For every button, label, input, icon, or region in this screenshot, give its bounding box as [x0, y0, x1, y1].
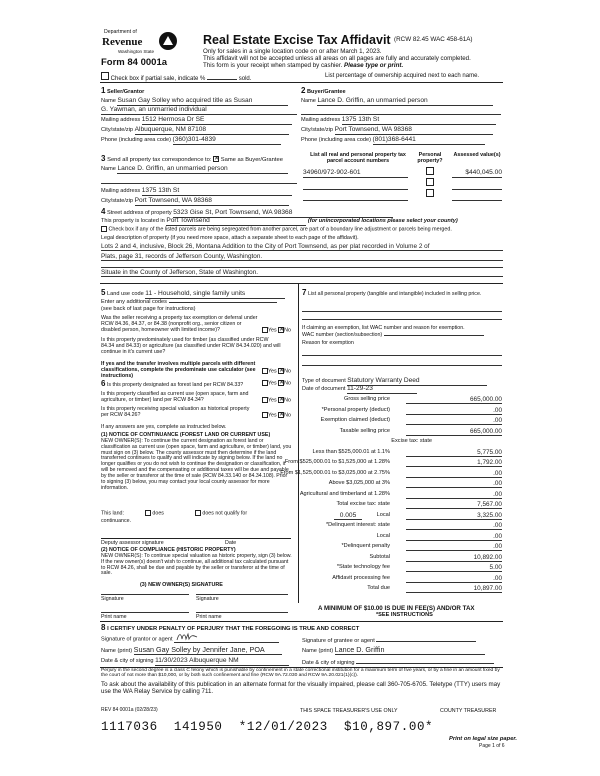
tax-row-label: From $1,525,000.01 to $3,025,000 at 2.75%: [280, 469, 390, 476]
sec3-city-label: City/state/zip: [101, 198, 134, 204]
this-land-label: This land:: [101, 510, 124, 517]
tax-row-label: Taxable selling price: [339, 427, 390, 434]
sec6-q3-no[interactable]: [278, 412, 284, 418]
tax-row: [300, 407, 502, 416]
owner-print-name-2[interactable]: Print name: [196, 612, 288, 620]
tax-row-label: *State technology fee: [336, 564, 390, 570]
grantor-date-label: Date & city of signing: [101, 658, 154, 664]
assessed-heading: Assessed value(s): [453, 152, 501, 158]
doc-type-label: Type of document: [302, 378, 346, 384]
tax-row: [300, 585, 502, 594]
partial-sold-label: sold.: [238, 76, 252, 82]
seller-mailing[interactable]: 1512 Hermosa Dr SE: [142, 116, 292, 125]
doc-type[interactable]: Statutory Warranty Deed: [347, 377, 487, 386]
alt-format-notice: To ask about the availability of this publication in an alternate format for the visually impaired, please call 360-705-6705. Teletype (TTY) users may use the WA Relay Service by calling 711.: [101, 681, 501, 695]
tax-row-value[interactable]: .00: [406, 470, 502, 478]
grantee-date-city[interactable]: [356, 657, 494, 664]
assessed-value-3[interactable]: [452, 195, 502, 201]
buyer-heading: Buyer/Grantee: [307, 89, 346, 95]
rev-number: REV 84 0001a (02/28/23): [101, 707, 158, 713]
sec6-q3-no-label: No: [284, 412, 291, 419]
buyer-phone[interactable]: (801)368-6441: [373, 136, 485, 145]
partial-sale-label: Check box if partial sale, indicate %: [110, 76, 206, 82]
tax-row-value[interactable]: 5.00: [406, 564, 502, 572]
notice1-title: (1) NOTICE OF CONTINUANCE (FOREST LAND OR CURRENT USE): [101, 432, 271, 438]
page-number: Page 1 of 6: [479, 743, 505, 749]
tax-row-value[interactable]: .00: [406, 480, 502, 488]
sec6-q3-yes[interactable]: [262, 412, 268, 418]
tax-row-label: Local: [376, 511, 390, 518]
tax-computation-table: [280, 396, 502, 610]
seller-name-line2[interactable]: G. Yawman, an unmarried individual: [101, 106, 297, 115]
sec5-q1: Was the seller receiving a property tax exemption or deferral under RCW 84.36, 84.37, or 84.38 (nonprofit org., senior citizen or disabled person, homeowner with limited income)?: [101, 315, 258, 334]
tax-row-value[interactable]: 10,897.00: [406, 585, 502, 593]
reason-label: Reason for exemption: [302, 340, 354, 346]
sec6-q2-no-label: No: [284, 397, 291, 404]
tax-row: [300, 512, 502, 521]
wac-field[interactable]: [384, 335, 484, 336]
tax-row: [300, 480, 502, 489]
tax-row: [300, 533, 502, 542]
grantor-name[interactable]: Susan Gay Solley by Jennifer Jane, POA: [134, 646, 282, 655]
sec6-q2-yes-label: Yes: [268, 397, 277, 404]
tax-row-label: Gross selling price: [343, 396, 390, 402]
doc-date-label: Date of document: [302, 386, 346, 392]
does-checkbox[interactable]: [145, 510, 151, 516]
tax-row-value[interactable]: 1,792.00: [406, 459, 502, 467]
tax-row-label: Less than $525,000.01 at 1.1%: [312, 448, 390, 455]
grantee-signature-field[interactable]: [376, 635, 476, 642]
deputy-date-label: Date: [225, 540, 237, 546]
tax-row: [300, 438, 502, 447]
dept-line3: Washington State: [118, 49, 155, 54]
sec6-q2: Is this property classified as current use (open space, farm and agriculture, or timber) land per RCW 84.34?: [101, 391, 249, 404]
located-note: (for unincorporated locations please select your county): [307, 218, 458, 224]
parcel-heading: List all real and personal property tax parcel account numbers: [310, 152, 406, 165]
tax-row-label: Subtotal: [369, 553, 390, 560]
grantor-sig-label: Signature of grantor or agent: [101, 636, 173, 643]
tax-row: [284, 459, 502, 468]
tax-row-label: Total excise tax: state: [336, 501, 390, 507]
legal-desc-line2[interactable]: Plats, page 31, records of Jefferson County, Washington.: [101, 253, 503, 261]
tax-row-label: Exemption claimed (deduct): [320, 417, 390, 423]
see-instructions-note: *SEE INSTRUCTIONS: [376, 612, 433, 618]
property-address[interactable]: 5323 Gise St, Port Townsend, WA 98368: [173, 209, 393, 218]
assessed-value[interactable]: $440,045.00: [452, 169, 502, 178]
seller-name-label: Name: [101, 98, 116, 104]
sec5-q1-yes[interactable]: [262, 327, 268, 333]
sec5-q1-yes-label: Yes: [268, 327, 277, 334]
grantee-name-label: Name (print): [302, 648, 334, 654]
sec5-q2-no-label: No: [284, 368, 291, 375]
treasurer-stamp: 1117036 141950 *12/01/2023 $10,897.00*: [101, 720, 434, 734]
sec3-name-label: Name: [101, 166, 116, 172]
buyer-mailing[interactable]: 1375 13th St: [342, 116, 496, 125]
same-as-buyer-checkbox[interactable]: [213, 156, 219, 162]
buyer-mailing-label: Mailing address: [301, 117, 341, 123]
perjury-notice: Perjury in the second degree is a class C felony which is punishable by confinement in a state correctional institution for a maximum term of five years, or by a fine in an amount fixed by the court of not more than $10,000, or by both such confinement and fine (RCW 9A.72.030 and RCW 9A.20.021(1)(c)).: [101, 668, 500, 679]
sec5-q1-no[interactable]: [278, 327, 284, 333]
grantee-name[interactable]: Lance D. Griffin: [335, 646, 485, 655]
seller-heading: Seller/Grantor: [107, 89, 145, 95]
county-treasurer-label: COUNTY TREASURER: [440, 708, 497, 714]
deputy-sig-label: Deputy assessor signature: [101, 540, 164, 546]
sec6-q1-no-label: No: [284, 380, 291, 387]
percent-list-label: List percentage of ownership acquired next to each name.: [325, 73, 480, 79]
tax-row: [280, 469, 502, 479]
parcel-number-2[interactable]: [303, 184, 408, 190]
buyer-name[interactable]: Lance D. Griffin, an unmarried person: [317, 97, 493, 106]
tax-row: [300, 417, 502, 426]
additional-codes-label: Enter any additional codes: [101, 299, 167, 305]
legal-desc-line3[interactable]: Situate in the County of Jefferson, State of Washington.: [101, 269, 503, 277]
sec6-q3: Is this property receiving special valuation as historical property per RCW 84.26?: [101, 406, 250, 419]
notice-line3b: Please type or print.: [344, 62, 404, 69]
personal-property-line2[interactable]: [302, 314, 502, 320]
located-label: This property is located in: [101, 218, 165, 224]
certify-heading: I CERTIFY UNDER PENALTY OF PERJURY THAT THE FOREGOING IS TRUE AND CORRECT: [107, 626, 360, 632]
new-owner-sig-heading: (3) NEW OWNER(S) SIGNATURE: [140, 582, 223, 588]
parcel-number-3[interactable]: [303, 195, 408, 201]
tax-row-label: Total due: [367, 585, 390, 591]
local-rate[interactable]: 0.005: [334, 512, 362, 521]
tax-row-value[interactable]: .00: [406, 522, 502, 530]
sec3-mailing[interactable]: 1375 13th St: [142, 187, 292, 196]
grantee-sig-label: Signature of grantee or agent: [302, 638, 375, 644]
sec3-name-line2[interactable]: [101, 178, 297, 184]
notice1-body: NEW OWNER(S): To continue the current designation as forest land or classification as current use (open space, farm and agriculture, or timber) land, you must sign on (3) below. The county assessor must then determine if the land transferred continues to qualify and will indicate by signing below. If the land no longer qualifies or you do not wish to continue the designation or classification, it will be removed and the compensating or additional taxes will be due and payable by the seller or transferor at the time of sale (RCW 84.33.140 or 84.34.108). Prior to signing (3) below, you may contact your local county assessor for more information.: [101, 438, 292, 491]
tax-row-value[interactable]: 7,567.00: [406, 501, 502, 509]
form-title: Real Estate Excise Tax Affidavit: [203, 33, 391, 47]
tax-row-label: *Delinquent penalty: [341, 543, 390, 549]
sec6-q3-yes-label: Yes: [268, 412, 277, 419]
partial-sale-checkbox[interactable]: [101, 72, 109, 80]
notice2-title: (2) NOTICE OF COMPLIANCE (HISTORIC PROPERTY): [101, 547, 236, 553]
sec6-q2-yes[interactable]: [262, 397, 268, 403]
land-use-code[interactable]: 11 - Household, single family units: [145, 290, 285, 299]
sec5-q2-yes[interactable]: [262, 368, 268, 374]
does-label: does: [152, 510, 164, 517]
tax-row-label: *Personal property (deduct): [321, 406, 390, 413]
tax-row-value[interactable]: 665,000.00: [406, 428, 502, 436]
form-number: Form 84 0001a: [101, 57, 168, 68]
legal-desc-label: Legal description of property (if you need more space, attach a separate sheet to each page of the affidavit).: [101, 235, 359, 241]
tax-row-label: Excise tax: state: [391, 438, 432, 444]
grantor-signature-scribble-icon: [176, 631, 198, 642]
tax-row-label: Above $3,025,000 at 3%: [328, 480, 390, 486]
sec7-label: List all personal property (tangible and intangible) included in selling price.: [307, 291, 482, 297]
tax-row-value[interactable]: 10,892.00: [406, 554, 502, 562]
grantor-name-label: Name (print): [101, 648, 133, 654]
owner-signature-2[interactable]: Signature: [196, 594, 288, 602]
does-not-label: does not qualify for: [202, 510, 248, 517]
tax-row-value[interactable]: .00: [406, 533, 502, 541]
sec5-q2: Is this property predominately used for timber (as classified under RCW 84.34 and 84.33) or agriculture (as classified under RCW 84.34.020) and will continue in it's current use?: [101, 337, 281, 356]
tax-row: [300, 491, 502, 500]
sec5-q2b: If yes and the transfer involves multiple parcels with different classifications, complete the predominate use calculator (see instructions): [101, 361, 256, 380]
owner-signature-1[interactable]: Signature: [101, 594, 189, 602]
sec6-if-yes: If any answers are yes, complete as instructed below.: [101, 424, 227, 430]
tax-row-label: Affidavit processing fee: [332, 574, 390, 581]
personal-property-line1[interactable]: [302, 306, 502, 312]
sec6-q1-yes-label: Yes: [268, 380, 277, 387]
notice-line3: This form is your receipt when stamped by cashier.: [203, 62, 343, 69]
see-back-note: (see back of last page for instructions): [101, 306, 196, 312]
located-select[interactable]: Port Townsend: [166, 217, 306, 226]
legal-paper-note: Print on legal size paper.: [449, 736, 517, 742]
continuance-label: continuance.: [101, 518, 132, 524]
tax-row-value[interactable]: 5,775.00: [406, 449, 502, 457]
dept-line2: Revenue: [102, 36, 143, 48]
tax-row: [300, 575, 502, 584]
rcw-ref: (RCW 82.45 WAC 458-61A): [394, 36, 473, 43]
grantee-date-label: Date & city of signing: [302, 660, 355, 666]
seller-phone[interactable]: (360)301-4839: [173, 136, 281, 145]
notice-line1: Only for sales in a single location code on or after March 1, 2023.: [203, 48, 382, 55]
tax-row: [300, 543, 502, 552]
legal-desc-line-blank[interactable]: [101, 262, 503, 268]
buyer-phone-label: Phone (including area code): [301, 137, 371, 143]
sec6-q1-no[interactable]: [278, 380, 284, 386]
reason-line1[interactable]: [302, 350, 502, 356]
tax-row-value[interactable]: 665,000.00: [406, 396, 502, 404]
sec3-city[interactable]: Port Townsend, WA 98368: [135, 197, 289, 206]
doc-date[interactable]: 11-29-23: [347, 385, 417, 394]
tax-row-label: Local: [376, 532, 390, 539]
tax-row-value[interactable]: .00: [406, 575, 502, 583]
exemption-label: If claiming an exemption, list WAC number and reason for exemption.: [302, 325, 465, 331]
tax-row: [300, 428, 502, 437]
tax-row: [300, 564, 502, 573]
land-use-label: Land use code: [107, 291, 144, 297]
personal-property-checkbox-2[interactable]: [426, 178, 434, 186]
segregated-checkbox[interactable]: [101, 226, 107, 232]
seller-name-line1[interactable]: Susan Gay Solley who acquired title as Susan: [117, 97, 288, 106]
seller-phone-label: Phone (including area code): [101, 137, 171, 143]
personal-heading: Personal property?: [417, 152, 443, 165]
tax-row: [300, 449, 502, 458]
sec3-name[interactable]: Lance D. Griffin, an unmarried person: [117, 165, 288, 174]
sec4-label: Street address of property: [107, 210, 172, 216]
sec5-q2-yes-label: Yes: [268, 368, 277, 375]
same-as-buyer-label: Same as Buyer/Grantee: [220, 157, 283, 163]
sec3-label: Send all property tax correspondence to:: [107, 157, 212, 163]
grantor-signature-field[interactable]: [174, 635, 279, 643]
partial-percent-field[interactable]: [207, 79, 237, 80]
seller-mailing-label: Mailing address: [101, 117, 141, 123]
personal-property-checkbox-1[interactable]: [426, 167, 434, 175]
grantor-date-city[interactable]: 11/30/2023 Albuquerque NM: [155, 657, 289, 666]
segregated-label: Check box if any of the listed parcels are being segregated from another parcel, are part of a boundary line adjustment or parcels being merged.: [108, 226, 452, 233]
buyer-city-label: City/state/zip: [301, 127, 334, 133]
treasurer-use-only: THIS SPACE TREASURER'S USE ONLY: [300, 708, 398, 714]
washington-seal-icon: [158, 31, 178, 51]
additional-codes-field[interactable]: [169, 302, 277, 303]
seller-city-label: City/state/zip: [101, 127, 134, 133]
tax-row: [300, 554, 502, 563]
sec5-q2-no[interactable]: [278, 368, 284, 374]
tax-row: [300, 501, 502, 510]
personal-property-checkbox-3[interactable]: [426, 189, 434, 197]
notice-line2: This affidavit will not be accepted unless all areas on all pages are fully and accurately completed.: [203, 55, 471, 62]
tax-row-value[interactable]: .00: [406, 543, 502, 551]
does-not-checkbox[interactable]: [195, 510, 201, 516]
buyer-name-label: Name: [301, 98, 316, 104]
tax-row-value[interactable]: .00: [406, 407, 502, 415]
dept-line1: Department of: [104, 29, 137, 35]
wac-label: WAC number (section/subsection): [302, 332, 383, 338]
sec3-mailing-label: Mailing address: [101, 188, 141, 194]
parcel-number[interactable]: 34960/972-902-601: [303, 169, 408, 178]
sec6-q2-no[interactable]: [278, 397, 284, 403]
buyer-city[interactable]: Port Townsend, WA 98368: [335, 126, 493, 135]
reason-line2[interactable]: [302, 360, 502, 366]
sec6-q1-yes[interactable]: [262, 380, 268, 386]
assessed-value-2[interactable]: [452, 184, 502, 190]
seller-city[interactable]: Albuquerque, NM 87108: [135, 126, 289, 135]
tax-row-label: From $525,000.01 to $1,525,000 at 1.28%: [284, 459, 390, 465]
owner-print-name-1[interactable]: Print name: [101, 612, 189, 620]
tax-row-label: Agricultural and timberland at 1.28%: [299, 490, 390, 497]
legal-desc-line1[interactable]: Lots 2 and 4, inclusive, Block 26, Montana Addition to the City of Port Townsend, as per plat recorded in Volume 2 of: [101, 243, 503, 251]
tax-row-value[interactable]: .00: [406, 491, 502, 499]
buyer-name-line2[interactable]: [301, 108, 501, 115]
tax-row: [300, 522, 502, 531]
tax-row-value[interactable]: 3,325.00: [406, 512, 502, 520]
tax-row-value[interactable]: .00: [406, 417, 502, 425]
tax-row-label: *Delinquent interest: state: [325, 522, 390, 528]
tax-row: [300, 396, 502, 405]
minimum-due-note: A MINIMUM OF $10.00 IS DUE IN FEE(S) AND/OR TAX: [318, 605, 475, 612]
sec6-q1: Is this property designated as forest land per RCW 84.33?: [106, 382, 244, 388]
sec5-q1-no-label: No: [284, 327, 291, 334]
notice2-body: NEW OWNER(S): To continue special valuation as historic property, sign (3) below. If the new owner(s) doesn't wish to continue, all additional tax calculated pursuant to RCW 84.26, shall be due and payable by the seller or transferor at the time of sale.: [101, 553, 292, 577]
